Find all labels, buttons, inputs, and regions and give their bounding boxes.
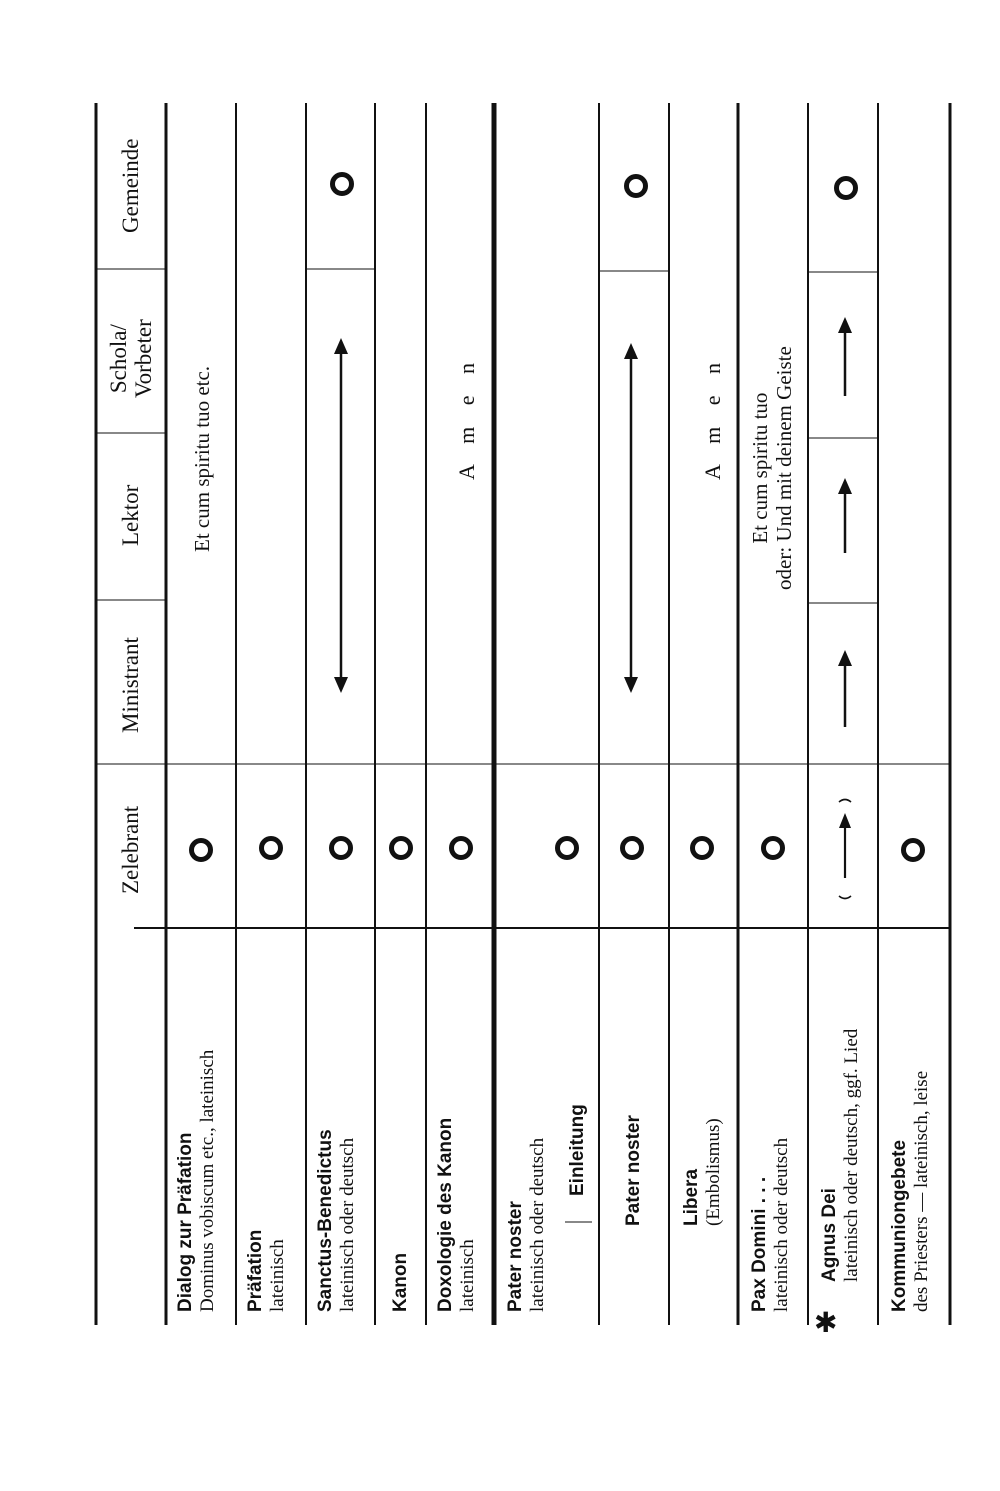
circle-mark-gemeinde-agnus: [834, 176, 858, 200]
header-gemeinde: Gemeinde: [118, 138, 143, 233]
circle-mark-zelebrant-sanctus: [329, 836, 353, 860]
header-zelebrant: Zelebrant: [118, 805, 143, 894]
row-label-kommunion: Kommuniongebete des Priesters — lateinisch, leise: [889, 1070, 932, 1312]
circle-mark-gemeinde-sanctus: [330, 172, 354, 196]
circle-mark-gemeinde-pater: [624, 174, 648, 198]
row-label-pax: Pax Domini . . . lateinisch oder deutsch: [749, 1137, 792, 1312]
header-schola: Schola/ Vorbeter: [106, 319, 156, 398]
circle-mark-zelebrant-pax: [761, 836, 785, 860]
doxologie-amen: A m e n: [454, 354, 479, 480]
row-label-doxologie: Doxologie des Kanon lateinisch: [435, 1117, 478, 1312]
arrow-agnus-lektor: [838, 478, 852, 553]
row-label-dialog: Dialog zur Präfation Dominus vobiscum etc., lateinisch: [175, 1049, 218, 1312]
row-label-einleitung: Einleitung: [567, 1104, 588, 1196]
circle-mark-zelebrant-pater: [620, 836, 644, 860]
agnus-star-icon: ✱: [814, 1306, 838, 1339]
circle-mark-zelebrant-libera: [690, 836, 714, 860]
dialog-response: Et cum spiritu tuo etc.: [190, 365, 214, 552]
row-label-praefation: Präfation lateinisch: [245, 1229, 288, 1312]
double-arrow-pater-noster: [624, 343, 638, 693]
row-label-agnus: Agnus Dei lateinisch oder deutsch, ggf. Lied: [819, 1028, 862, 1282]
arrow-agnus-zelebrant: [839, 800, 851, 899]
circle-mark-zelebrant-praefation: [259, 836, 283, 860]
libera-amen: A m e n: [700, 354, 725, 480]
circle-mark-zelebrant-einleitung: [555, 836, 579, 860]
circle-mark-zelebrant-kommunion: [901, 838, 925, 862]
circle-mark-zelebrant-dialog: [189, 838, 213, 862]
header-lektor: Lektor: [118, 484, 143, 546]
row-label-libera: Libera (Embolismus): [681, 1118, 724, 1226]
row-label-pater-intro: Pater noster lateinisch oder deutsch: [505, 1137, 548, 1312]
arrow-agnus-ministrant: [838, 650, 852, 727]
arrow-agnus-schola: [838, 317, 852, 396]
row-label-kanon: Kanon: [390, 1252, 411, 1312]
circle-mark-zelebrant-doxologie: [449, 836, 473, 860]
row-label-sanctus: Sanctus-Benedictus lateinisch oder deutsch: [315, 1129, 358, 1312]
row-label-pater: Pater noster: [623, 1115, 644, 1226]
double-arrow-sanctus: [334, 338, 348, 693]
pax-response: Et cum spiritu tuo oder: Und mit deinem Geiste: [748, 346, 796, 590]
header-ministrant: Ministrant: [118, 637, 143, 733]
circle-mark-zelebrant-kanon: [389, 836, 413, 860]
